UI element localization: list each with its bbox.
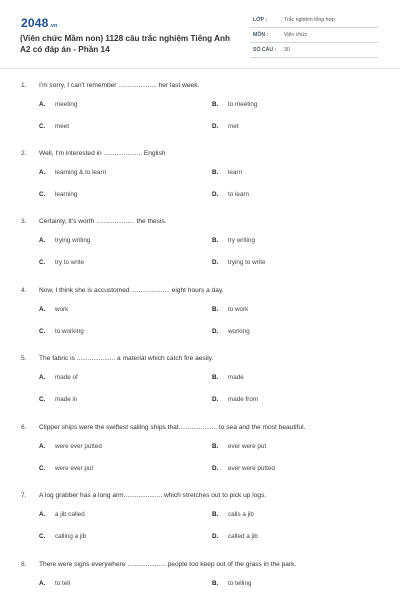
option-text: to meeting [228,101,258,108]
option-letter: A. [39,511,46,518]
option-d[interactable] [212,396,258,403]
option-b[interactable] [212,443,266,450]
site-logo[interactable] [21,16,57,30]
meta-count-value: 30 [284,47,290,53]
option-d[interactable] [212,123,239,130]
option-letter: B. [212,169,219,176]
option-text: learn [228,169,243,176]
option-text: try to write [55,259,85,266]
option-text: made in [55,396,78,403]
meta-class-row [250,14,378,28]
option-a[interactable] [39,306,68,313]
option-letter: D. [212,328,219,335]
option-b[interactable] [212,511,254,518]
option-c[interactable] [39,259,84,266]
option-text: ever were putted [228,465,275,472]
option-c[interactable] [39,191,77,198]
option-b[interactable] [212,306,248,313]
option-c[interactable] [39,328,84,335]
option-letter: B. [212,374,219,381]
option-b[interactable] [212,101,257,108]
option-d[interactable] [212,465,275,472]
option-letter: B. [212,511,219,518]
option-text: met [228,123,239,130]
option-text: meeting [55,101,78,108]
option-text: meet [55,123,69,130]
meta-count-label: SỐ CÂU : [253,47,277,53]
question-number: 6. [21,424,27,431]
option-d[interactable] [212,259,265,266]
question-stem: Now, I think she is accustomed ..................... eight hours a day. [39,287,224,294]
option-text: trying to write [228,259,266,266]
option-letter: C. [39,123,46,130]
option-a[interactable] [39,443,102,450]
question-stem: Certainly, It's worth ..................... the thesis. [39,218,167,225]
page-header [0,0,400,68]
question-stem: Clipper ships were the swiftest sailing ships that..................... to sea and the most beautiful. [39,424,306,431]
option-c[interactable] [39,533,86,540]
option-letter: A. [39,374,46,381]
question-number: 3. [21,218,27,225]
logo-main: 2048 [21,16,49,30]
option-letter: A. [39,580,46,587]
option-letter: B. [212,237,219,244]
meta-subject-label: MÔN : [253,32,269,38]
option-text: to telling [228,580,252,587]
question-number: 7. [21,492,27,499]
option-letter: C. [39,328,46,335]
option-b[interactable] [212,237,255,244]
meta-subject-row [250,29,378,43]
option-letter: B. [212,580,219,587]
option-c[interactable] [39,396,77,403]
option-text: were ever put [55,465,94,472]
option-letter: D. [212,465,219,472]
option-text: were ever putted [55,443,102,450]
option-letter: A. [39,237,46,244]
question-stem: A log grabber has a long arm..................... which stretches out to pick up logs. [39,492,267,499]
option-letter: A. [39,443,46,450]
option-letter: A. [39,101,46,108]
option-text: work [55,306,69,313]
option-a[interactable] [39,101,77,108]
option-letter: A. [39,169,46,176]
option-a[interactable] [39,237,90,244]
option-letter: C. [39,396,46,403]
option-text: a jib called [55,511,85,518]
option-d[interactable] [212,191,249,198]
question-number: 4. [21,287,27,294]
option-c[interactable] [39,465,93,472]
option-text: to working [55,328,84,335]
option-text: made [228,374,244,381]
header-divider [0,68,400,69]
question-stem: There were signs everywhere ..................... people too keep out of the grass in the park. [39,561,297,568]
option-text: made from [228,396,259,403]
option-text: learning & to learn [55,169,107,176]
option-letter: B. [212,101,219,108]
option-text: trying writing [55,237,91,244]
option-text: ever were put [228,443,267,450]
question-number: 8. [21,561,27,568]
option-d[interactable] [212,328,250,335]
option-letter: D. [212,123,219,130]
option-c[interactable] [39,123,69,130]
option-a[interactable] [39,511,85,518]
option-letter: D. [212,396,219,403]
question-number: 1. [21,82,27,89]
meta-subject-value: Viên chức [284,32,308,38]
option-text: calls a jib [228,511,254,518]
option-letter: D. [212,259,219,266]
option-b[interactable] [212,374,244,381]
option-b[interactable] [212,580,251,587]
option-text: to learn [228,191,250,198]
option-text: working [228,328,250,335]
meta-class-label: LỚP : [253,17,268,23]
option-letter: A. [39,306,46,313]
option-a[interactable] [39,169,106,176]
option-text: made of [55,374,78,381]
option-text: to work [228,306,249,313]
option-text: calling a jib [55,533,87,540]
option-letter: C. [39,259,46,266]
question-number: 5. [21,355,27,362]
question-stem: I'm sorry, I can't remember ..................... her last week. [39,82,200,89]
option-letter: C. [39,191,46,198]
option-letter: B. [212,443,219,450]
meta-class-value: Trắc nghiệm tổng hợp [284,17,335,23]
option-letter: D. [212,533,219,540]
option-d[interactable] [212,533,258,540]
option-text: learning [55,191,78,198]
logo-tld: .vn [49,23,58,29]
option-text: called a jib [228,533,258,540]
option-letter: C. [39,465,46,472]
option-text: try writing [228,237,255,244]
question-stem: Well, I'm interested in ..................... English [39,150,166,157]
option-a[interactable] [39,580,70,587]
option-letter: C. [39,533,46,540]
option-text: to tell [55,580,71,587]
meta-count-row [250,44,378,58]
option-b[interactable] [212,169,242,176]
question-stem: The fabric is ..................... a material which catch fire aesily. [39,355,214,362]
option-a[interactable] [39,374,78,381]
question-number: 2. [21,150,27,157]
option-letter: B. [212,306,219,313]
option-letter: D. [212,191,219,198]
document-title: (Viên chức Mầm non) 1128 câu trắc nghiệm Tiếng Anh A2 có đáp án - Phần 14 [20,34,231,54]
